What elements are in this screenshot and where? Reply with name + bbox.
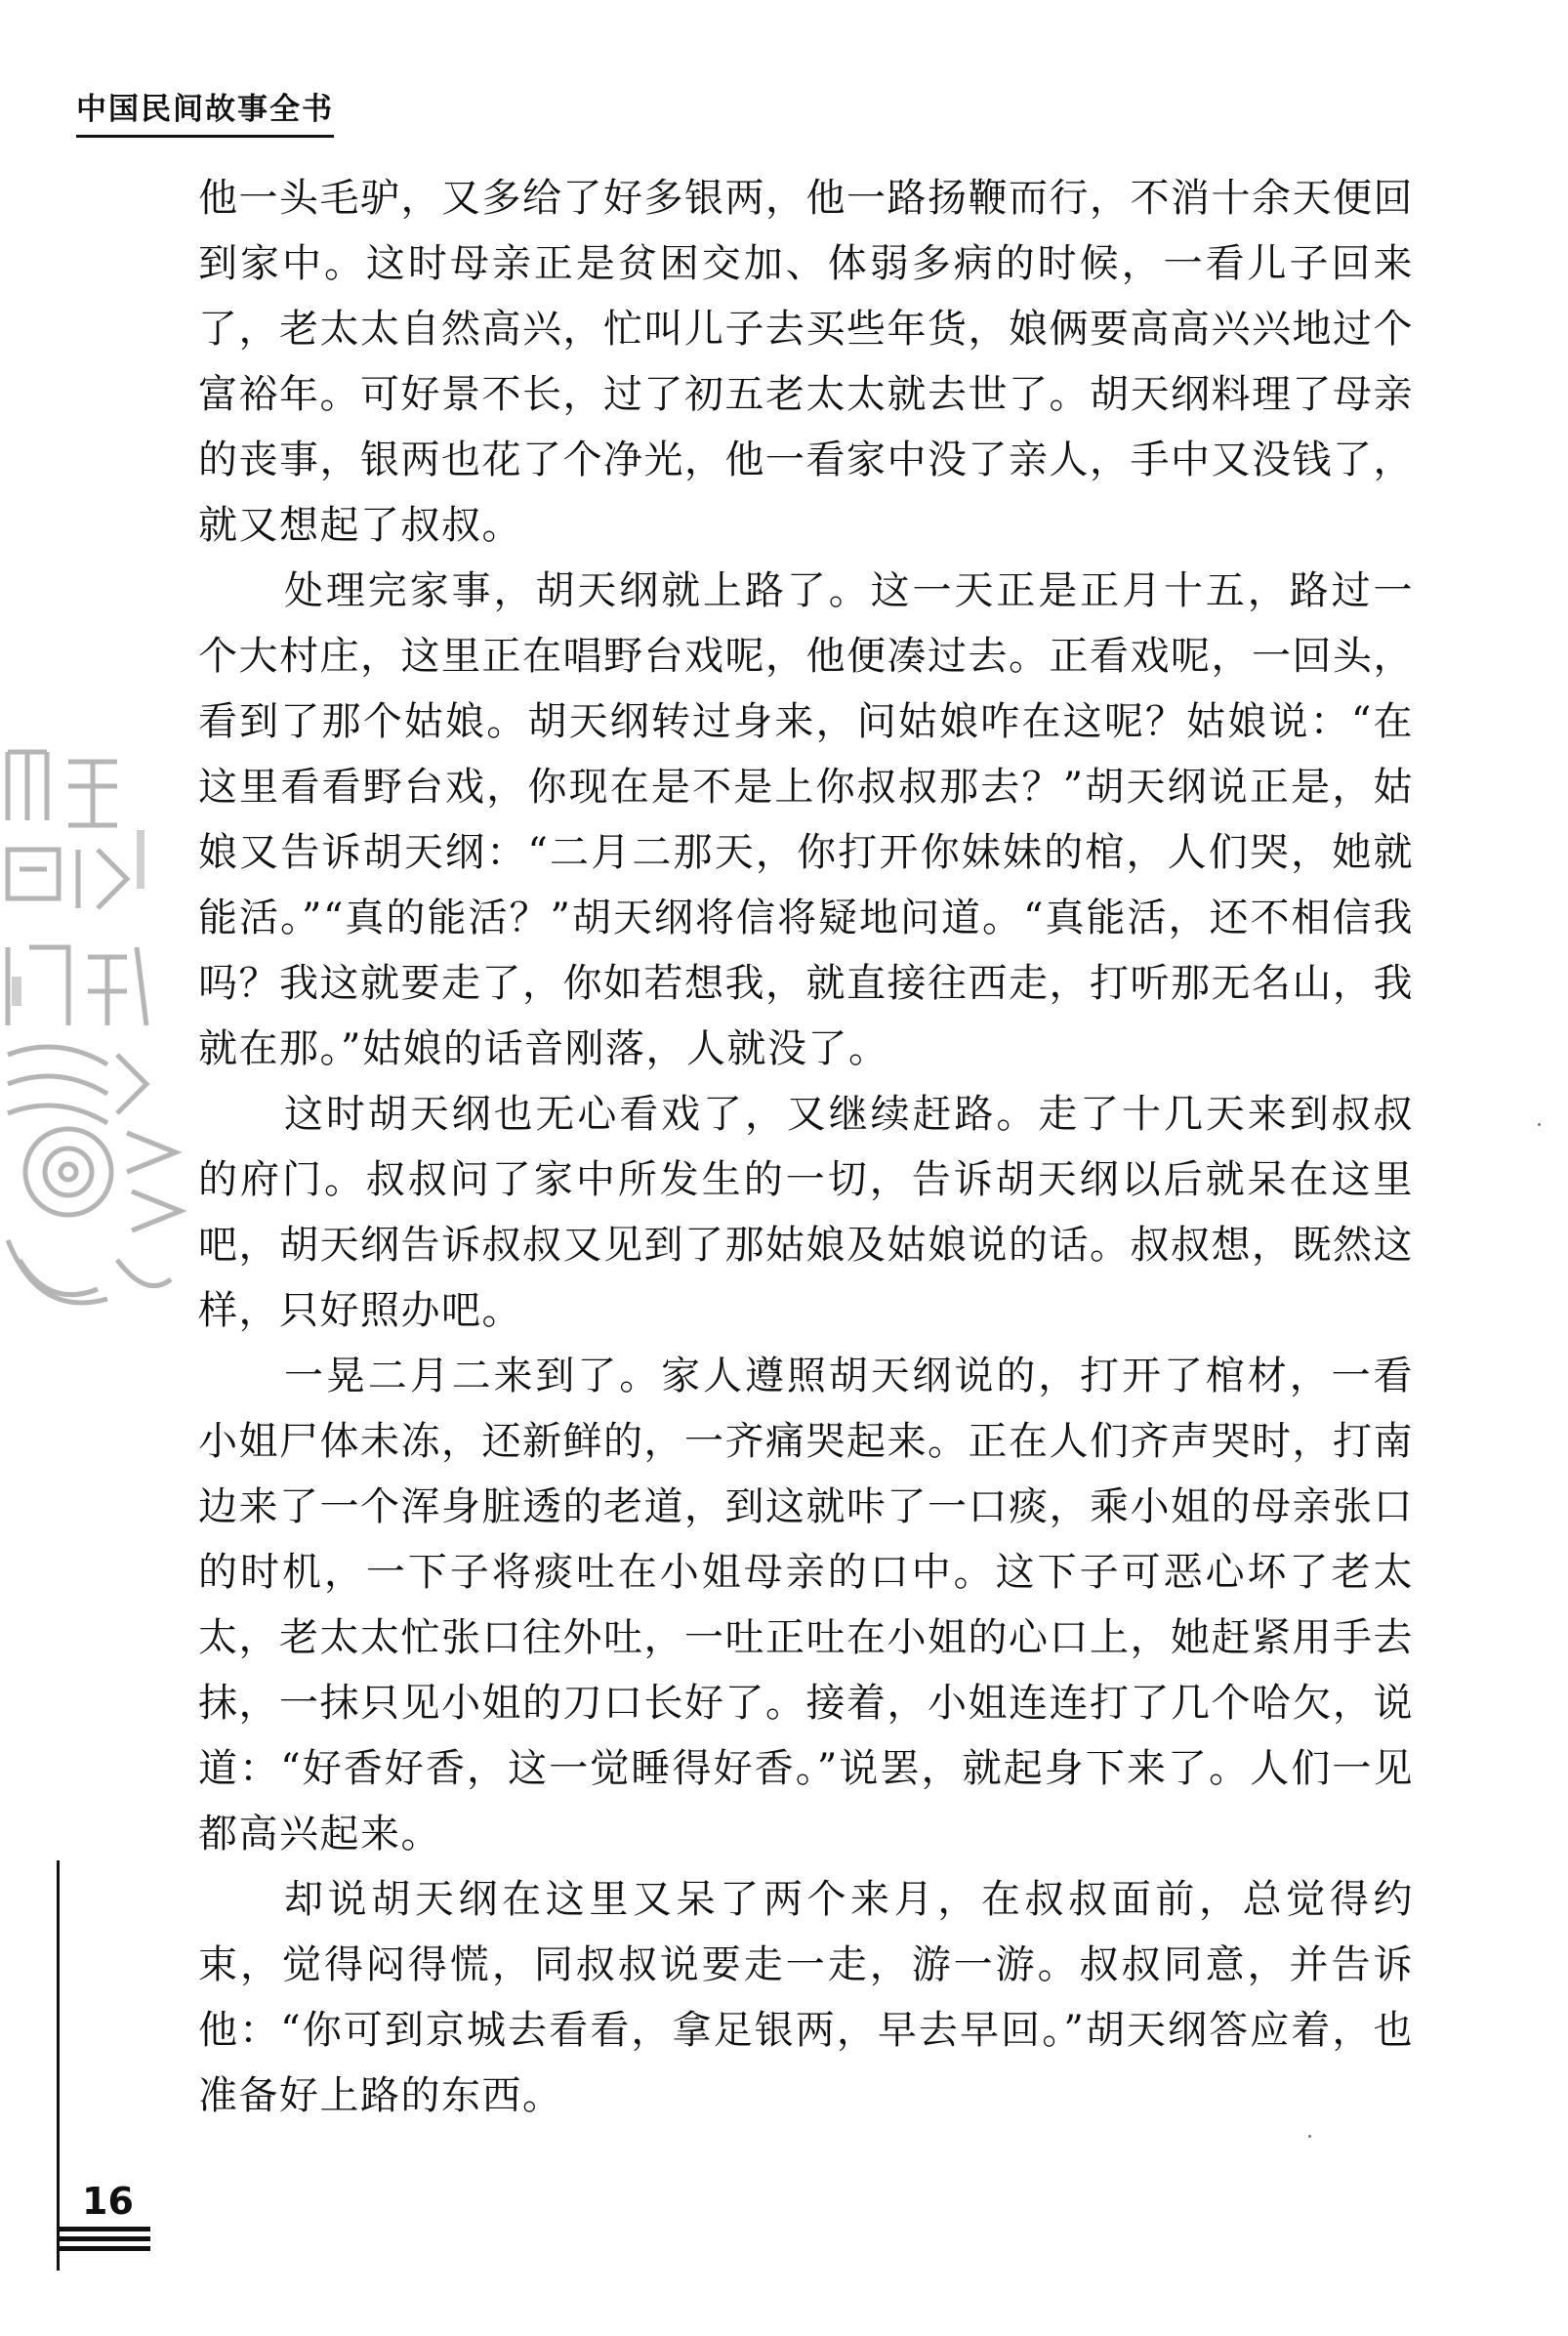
footer-rules	[57, 2227, 150, 2256]
paragraph-2: 处理完家事，胡天纲就上路了。这一天正是正月十五，路过一个大村庄，这里正在唱野台戏呢，他便凑过去。正看戏呢，一回头，看到了那个姑娘。胡天纲转过身来，问姑娘咋在这呢？姑娘说：“在这里看看野台戏，你现在是不是上你叔叔那去？”胡天纲说正是，姑娘又告诉胡天纲：“二月二那天，你打开你妹妹的棺，人们哭，她就能活。”“真的能活？”胡天纲将信将疑地问道。“真能活，还不相信我吗？我这就要走了，你如若想我，就直接往西走，打听那无名山，我就在那。”姑娘的话音刚落，人就没了。	[198, 568, 1414, 1071]
paragraph-5: 却说胡天纲在这里又呆了两个来月，在叔叔面前，总觉得约束，觉得闷得慌，同叔叔说要走一走，游一游。叔叔同意，并告诉他：“你可到京城去看看，拿足银两，早去早回。”胡天纲答应着，也准备好上路的东西。	[198, 1877, 1414, 2118]
scan-speck	[1308, 2135, 1311, 2138]
paragraph-1: 他一头毛驴，又多给了好多银两，他一路扬鞭而行，不消十余天便回到家中。这时母亲正是贫困交加、体弱多病的时候，一看儿子回来了，老太太自然高兴，忙叫儿子去买些年货，娘俩要高高兴兴地过个富裕年。可好景不长，过了初五老太太就去世了。胡天纲料理了母亲的丧事，银两也花了个净光，他一看家中没了亲人，手中又没钱了，就又想起了叔叔。	[198, 176, 1414, 548]
paragraph-3: 这时胡天纲也无心看戏了，又继续赶路。走了十几天来到叔叔的府门。叔叔问了家中所发生的一切，告诉胡天纲以后就呆在这里吧，胡天纲告诉叔叔又见到了那姑娘及姑娘说的话。叔叔想，既然这样，只好照办吧。	[198, 1092, 1414, 1333]
scan-speck	[1538, 1123, 1541, 1126]
margin-rule	[57, 1860, 60, 2271]
page-number: 16	[82, 2180, 134, 2223]
body-text	[198, 166, 1414, 2129]
running-header: 中国民间故事全书	[76, 90, 334, 138]
paragraph-4: 一晃二月二来到了。家人遵照胡天纲说的，打开了棺材，一看小姐尸体未冻，还新鲜的，一齐痛哭起来。正在人们齐声哭时，打南边来了一个浑身脏透的老道，到这就咔了一口痰，乘小姐的母亲张口的时机，一下子将痰吐在小姐母亲的口中。这下子可恶心坏了老太太，老太太忙张口往外吐，一吐正吐在小姐的心口上，她赶紧用手去抹，一抹只见小姐的刀口长好了。接着，小姐连连打了几个哈欠，说道：“好香好香，这一觉睡得好香。”说罢，就起身下来了。人们一见都高兴起来。	[198, 1354, 1414, 1856]
decorative-side-pattern	[0, 732, 195, 1338]
